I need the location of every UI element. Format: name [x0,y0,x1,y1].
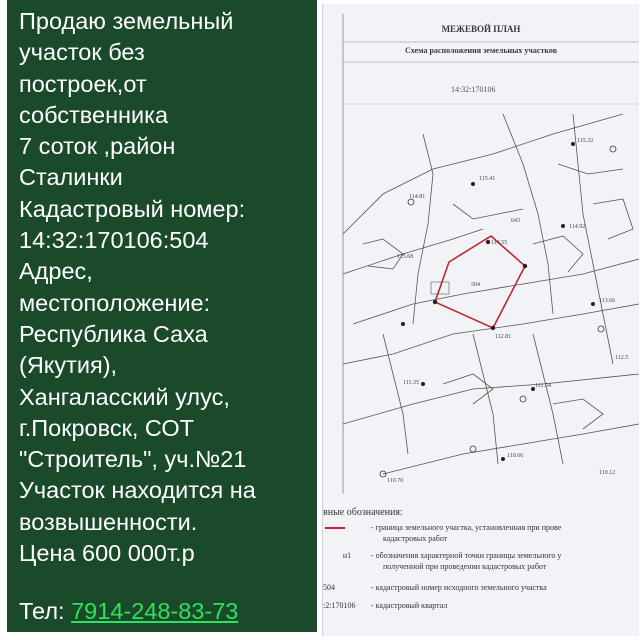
ad-text-line: Хангаласский улус, [19,383,230,410]
point-label: 114.81 [409,194,426,200]
plan-subheading: Схема расположения земельных участков [404,46,558,55]
point-label: 114.92 [569,224,586,230]
ad-text-line: Продаю земельный [19,8,234,34]
phone-line [19,596,238,627]
legend-text: - кадастровый квартал [371,601,448,610]
point-label: 112.81 [495,334,512,340]
legend-marker: 504 [323,583,335,592]
ad-text-line: Адрес, [19,258,93,285]
legend-text-2: кадастровых работ [383,534,448,543]
legend-marker: н1 [342,551,352,560]
point-label: 110.70 [387,478,404,484]
cadastral-map [323,4,639,494]
ad-text-line: Республика Саха [19,320,208,347]
point-label: 113.66 [599,298,616,304]
ad-text-line: местоположение: [19,289,211,316]
phone-link[interactable]: 7914-248-83-73 [71,598,239,624]
ad-panel [7,0,317,632]
plan-photo [322,4,639,636]
ad-text-line: возвышенности. [19,508,198,535]
legend-text: - обозначения характерной точки границы земельного у [371,551,562,560]
legend-row-point [323,550,639,572]
point-label: 111.54 [535,383,552,389]
ad-text [19,6,314,569]
phone-label: Тел: [19,598,72,624]
ad-text-line: Участок находится на [19,477,256,504]
legend-marker: :2:170106 [323,601,356,610]
legend-title: вные обозначения: [323,507,403,518]
neighbor-number-label: 643 [511,218,520,224]
ad-text-line: построек,от [19,70,147,97]
point-label: 110.12 [599,470,616,476]
ad-text-line: Цена 600 000т.р [19,540,195,567]
legend-text: - граница земельного участка, установленная при прове [371,523,562,532]
point-label: 115.68 [397,254,414,260]
ad-text-line: участок без [19,39,145,66]
legend-row-boundary [323,522,639,544]
point-label: 112.5 [615,355,629,361]
ad-text-line: 7 соток ,район [19,133,176,160]
parcel-number-label: 504 [471,282,480,288]
legend-text-2: полученной при проведении кадастровых работ [383,562,547,571]
ad-text-line: Кадастровый номер: [19,195,246,222]
ad-text-line: "Строитель", уч.№21 [19,446,247,473]
ad-text-line: 14:32:170106:504 [19,227,209,254]
legend-row-quarter [323,600,639,611]
ad-text-line: г.Покровск, СОТ [19,414,195,441]
ad-text-line: собственника [19,101,169,128]
legend-text: - кадастровый номер исходного земельного участка [371,583,547,592]
quarter-label: 14:32:170106 [451,85,496,94]
point-label: 114.55 [491,240,508,246]
point-label: 111.35 [403,380,420,386]
point-label: 115.32 [577,138,594,144]
point-label: 115.41 [479,176,496,182]
point-label: 110.66 [507,453,524,459]
legend-row-cadnum [323,582,639,593]
ad-text-line: (Якутия), [19,352,118,379]
ad-text-line: Сталинки [19,164,123,191]
plan-heading: МЕЖЕВОЙ ПЛАН [441,24,521,34]
